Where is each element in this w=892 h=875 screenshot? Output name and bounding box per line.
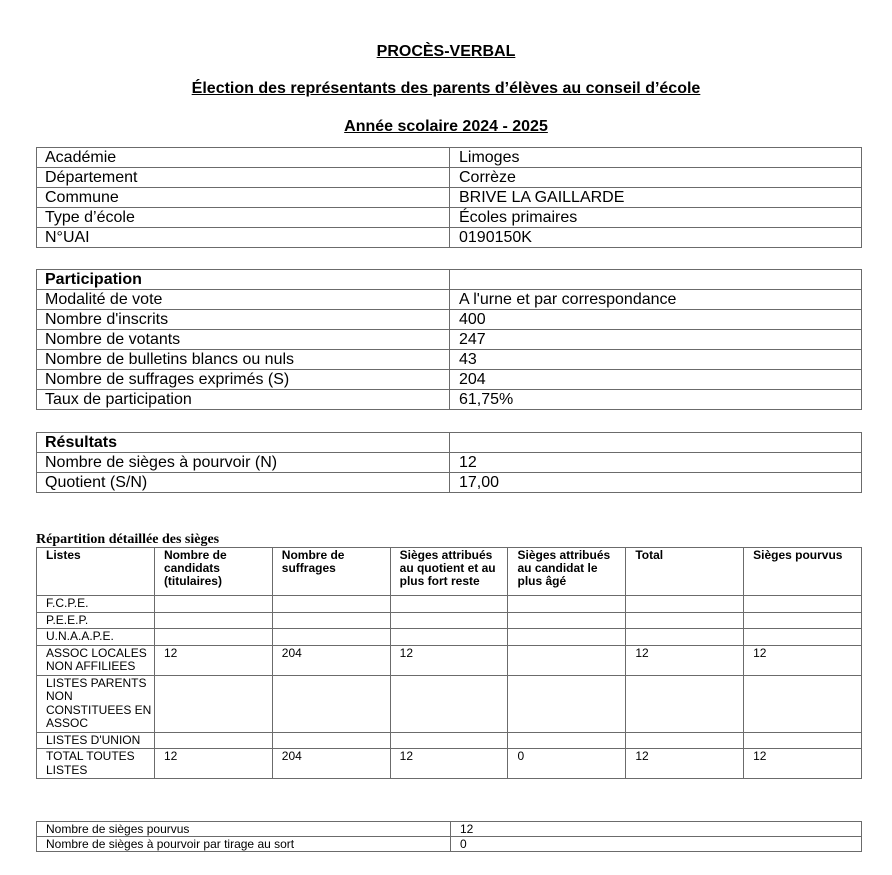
table-row [37,208,862,228]
table-cell [272,629,390,646]
value-cell: 247 [450,330,862,350]
empty-cell [450,270,862,290]
value-cell: Écoles primaires [450,208,862,228]
table-cell [744,596,862,613]
table-cell [626,612,744,629]
column-header: Sièges attribués au candidat le plus âgé [508,548,626,596]
table-row [37,473,862,493]
table-row [37,228,862,248]
table-cell [626,629,744,646]
list-name-cell: LISTES PARENTS NON CONSTITUEES EN ASSOC [37,675,155,732]
table-cell [272,732,390,749]
results-heading: Résultats [37,433,450,453]
table-row [37,168,862,188]
value-cell: 43 [450,350,862,370]
value-cell: BRIVE LA GAILLARDE [450,188,862,208]
table-cell [744,675,862,732]
label-cell: Nombre de suffrages exprimés (S) [37,370,450,390]
list-name-cell: TOTAL TOUTES LISTES [37,749,155,779]
seat-distribution-caption: Répartition détaillée des sièges [36,532,220,547]
list-name-cell: ASSOC LOCALES NON AFFILIEES [37,645,155,675]
list-name-cell: F.C.P.E. [37,596,155,613]
seats-summary-table [36,821,862,852]
table-cell [272,675,390,732]
label-cell: Nombre de sièges à pourvoir par tirage au sort [37,837,451,852]
table-row [37,732,862,749]
table-cell [154,629,272,646]
value-cell: 12 [451,822,862,837]
table-row [37,350,862,370]
table-row [37,330,862,350]
table-cell [508,675,626,732]
table-row [37,596,862,613]
label-cell: Nombre de sièges pourvus [37,822,451,837]
table-cell [626,596,744,613]
value-cell: Corrèze [450,168,862,188]
list-name-cell: P.E.E.P. [37,612,155,629]
table-cell: 12 [390,645,508,675]
table-cell [508,612,626,629]
table-row [37,645,862,675]
value-cell: 17,00 [450,473,862,493]
column-header: Nombre de candidats (titulaires) [154,548,272,596]
table-cell [154,675,272,732]
table-cell [626,675,744,732]
label-cell: Département [37,168,450,188]
table-cell: 0 [508,749,626,779]
label-cell: Type d’école [37,208,450,228]
school-year-title: Année scolaire 2024 - 2025 [344,118,548,135]
column-header: Sièges attribués au quotient et au plus fort reste [390,548,508,596]
table-cell: 12 [626,645,744,675]
table-row [37,390,862,410]
empty-cell [450,433,862,453]
label-cell: Nombre de votants [37,330,450,350]
table-row [37,822,862,837]
table-header-row [37,548,862,596]
value-cell: 400 [450,310,862,330]
table-cell: 12 [744,749,862,779]
participation-heading: Participation [37,270,450,290]
table-cell [508,629,626,646]
table-cell [626,732,744,749]
table-row [37,188,862,208]
column-header: Nombre de suffrages [272,548,390,596]
results-table [36,432,862,493]
label-cell: Quotient (S/N) [37,473,450,493]
school-info-table [36,147,862,248]
list-name-cell: LISTES D'UNION [37,732,155,749]
table-cell [744,612,862,629]
table-cell: 12 [154,749,272,779]
table-cell [272,612,390,629]
table-cell [390,596,508,613]
table-row [37,310,862,330]
table-row [37,675,862,732]
table-cell: 12 [744,645,862,675]
table-row [37,612,862,629]
table-row [37,370,862,390]
table-cell [744,629,862,646]
label-cell: Nombre d'inscrits [37,310,450,330]
value-cell: 61,75% [450,390,862,410]
column-header: Total [626,548,744,596]
table-cell [154,612,272,629]
value-cell: 0 [451,837,862,852]
value-cell: 204 [450,370,862,390]
table-header-row [37,433,862,453]
table-cell: 12 [154,645,272,675]
label-cell: Commune [37,188,450,208]
column-header: Listes [37,548,155,596]
table-row [37,290,862,310]
table-cell [390,675,508,732]
table-row [37,148,862,168]
table-cell [390,612,508,629]
table-cell [390,732,508,749]
document-title: PROCÈS-VERBAL [376,43,516,60]
table-cell: 204 [272,645,390,675]
table-cell [508,732,626,749]
value-cell: A l'urne et par correspondance [450,290,862,310]
label-cell: Taux de participation [37,390,450,410]
table-cell: 12 [390,749,508,779]
table-cell [154,732,272,749]
value-cell: 12 [450,453,862,473]
label-cell: Nombre de bulletins blancs ou nuls [37,350,450,370]
label-cell: Académie [37,148,450,168]
participation-table [36,269,862,410]
table-cell [390,629,508,646]
table-cell [272,596,390,613]
table-cell: 204 [272,749,390,779]
table-cell [154,596,272,613]
label-cell: Modalité de vote [37,290,450,310]
table-row [37,749,862,779]
election-title: Élection des représentants des parents d’élèves au conseil d’école [191,80,701,97]
label-cell: N°UAI [37,228,450,248]
column-header: Sièges pourvus [744,548,862,596]
seat-distribution-table [36,547,862,779]
table-cell [508,645,626,675]
label-cell: Nombre de sièges à pourvoir (N) [37,453,450,473]
table-row [37,629,862,646]
table-cell [744,732,862,749]
table-header-row [37,270,862,290]
table-cell [508,596,626,613]
value-cell: Limoges [450,148,862,168]
list-name-cell: U.N.A.A.P.E. [37,629,155,646]
table-cell: 12 [626,749,744,779]
table-row [37,837,862,852]
table-row [37,453,862,473]
value-cell: 0190150K [450,228,862,248]
